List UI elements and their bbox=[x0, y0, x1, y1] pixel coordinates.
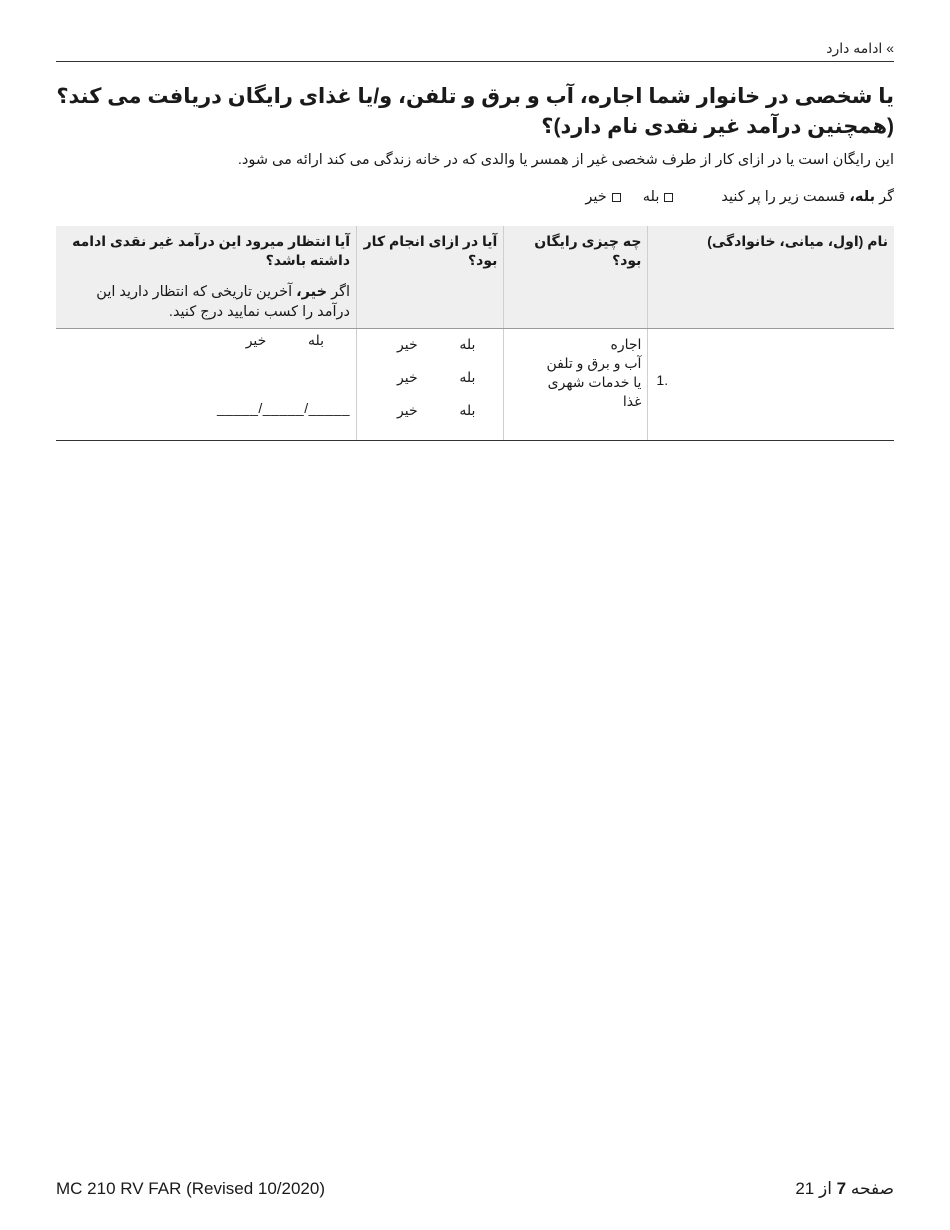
header-for-work: آیا در ازای انجام کار بود؟ bbox=[357, 226, 504, 329]
food-yes-no bbox=[363, 401, 497, 434]
continue-no[interactable]: خیر bbox=[245, 332, 267, 348]
table-row bbox=[56, 329, 894, 441]
table-header-row bbox=[56, 226, 894, 329]
for-work-cell bbox=[357, 329, 504, 441]
form-id: MC 210 RV FAR (Revised 10/2020) bbox=[56, 1179, 325, 1198]
header-note: اگر خیر، آخرین تاریخی که انتظار دارید این درآمد را کسب نمایید درج کنید. bbox=[96, 284, 351, 320]
page-indicator: صفحه 7 از 21 bbox=[795, 1179, 894, 1198]
item-food: غذا bbox=[622, 393, 642, 409]
rent-yes-no bbox=[363, 335, 497, 368]
yes-label: بله bbox=[642, 189, 660, 205]
item-utilities: آب و برق و تلفن bbox=[546, 355, 642, 371]
no-label: خیر bbox=[585, 189, 607, 205]
utilities-no[interactable]: خیر bbox=[397, 369, 418, 385]
yes-checkbox[interactable] bbox=[664, 193, 673, 202]
name-cell[interactable] bbox=[648, 329, 894, 441]
utilities-yes[interactable]: بله bbox=[459, 369, 476, 385]
header-expected-continue: آیا انتظار میرود این درآمد غیر نقدی ادامه داشته باشد؟ اگر خیر، آخرین تاریخی که انتظار دارید این درآمد را کسب نمایید درج کنید. bbox=[56, 226, 357, 329]
option-no[interactable] bbox=[585, 189, 620, 205]
form-page bbox=[56, 0, 894, 1230]
end-date-field[interactable]: _____/_____/_____ bbox=[216, 400, 351, 416]
item-rent: اجاره bbox=[610, 336, 642, 352]
header-name: نام (اول، میانی، خانوادگی) bbox=[648, 226, 894, 329]
fill-instruction-row bbox=[563, 189, 894, 205]
expected-continue-cell bbox=[56, 329, 357, 441]
top-divider bbox=[56, 61, 894, 62]
continued-label: » ادامه دارد bbox=[826, 40, 894, 56]
rent-yes[interactable]: بله bbox=[459, 336, 476, 352]
item-city-services: یا خدمات شهری bbox=[547, 374, 642, 390]
utilities-yes-no bbox=[363, 368, 497, 401]
option-yes[interactable] bbox=[643, 189, 674, 205]
question-subtitle: این رایگان است یا در ازای کار از طرف شخصی غیر از همسر یا والدی که در خانه زندگی می کند ارائه می شود. bbox=[237, 152, 894, 168]
header-what-free: چه چیزی رایگان بود؟ bbox=[504, 226, 648, 329]
row-number: 1. bbox=[656, 372, 669, 388]
continue-yes-no bbox=[226, 331, 346, 350]
food-no[interactable]: خیر bbox=[397, 402, 418, 418]
continue-yes[interactable]: بله bbox=[307, 332, 325, 348]
fill-instruction: گر بله، قسمت زیر را پر کنید bbox=[721, 189, 894, 205]
question-title: یا شخصی در خانوار شما اجاره، آب و برق و تلفن، و/یا غذای رایگان دریافت می کند؟ (همچنین درآمد غیر نقدی نام دارد)؟ bbox=[56, 85, 894, 138]
items-cell bbox=[504, 329, 648, 441]
no-checkbox[interactable] bbox=[612, 193, 621, 202]
in-kind-income-table bbox=[56, 226, 894, 441]
food-yes[interactable]: بله bbox=[459, 402, 476, 418]
rent-no[interactable]: خیر bbox=[397, 336, 418, 352]
